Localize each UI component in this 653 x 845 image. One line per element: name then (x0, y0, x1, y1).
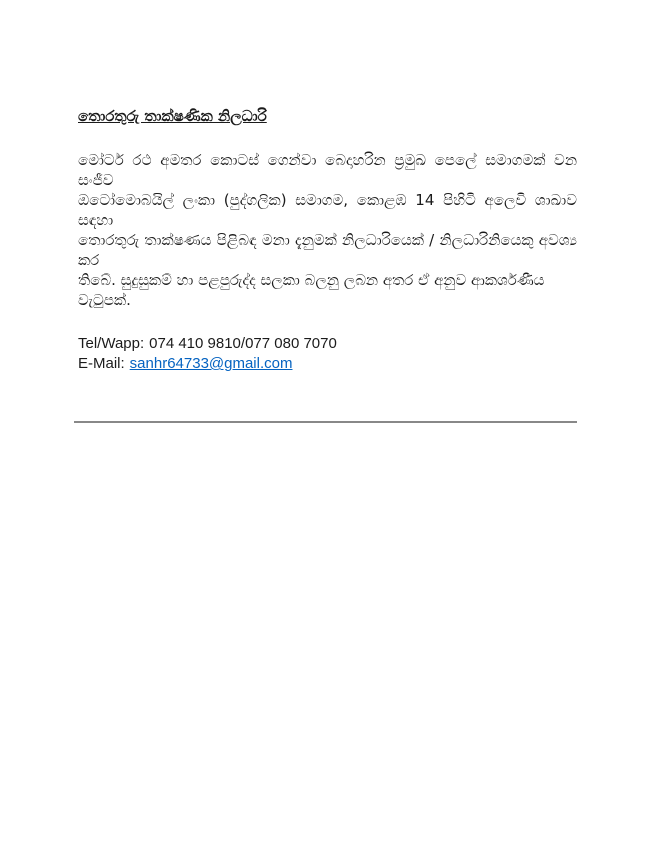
paragraph-line-2: ඔටෝමොබයිල් ලංකා (පුද්ගලික) සමාගම, කොළඹ 14 පිහිටි අලෙවි ශාඛාව සඳහා (78, 191, 577, 229)
tel-label: Tel/Wapp: (78, 335, 145, 352)
contact-block (78, 334, 577, 374)
page-title: තොරතුරු තාක්ෂණික නිලධාරි (78, 107, 267, 125)
email-label: E-Mail: (78, 355, 125, 372)
paragraph-line-4: තිබේ. සුදුසුකම් හා පළපුරුද්ද සලකා බලනු ලබන අතර ඒ අනුව ආකර්ශණීය වැටුපක්. (78, 271, 545, 309)
email-line (78, 354, 577, 374)
tel-numbers: 074 410 9810/077 080 7070 (149, 335, 337, 352)
horizontal-divider (74, 421, 577, 423)
paragraph-line-1: මෝටර් රථ අමතර කොටස් ගෙන්වා බෙදාහරින ප්‍රමුඛ පෙලේ සමාගමක් වන සංජීව (78, 151, 577, 189)
email-link[interactable]: sanhr64733@gmail.com (129, 355, 293, 372)
tel-line (78, 334, 577, 354)
paragraph-line-3: තොරතුරු තාක්ෂණය පිළිබඳ මනා දැනුමක් නිලධාරියෙක් / නිලධාරිනියෙකු අවශ්‍ය කර (78, 231, 577, 269)
body-paragraph (78, 150, 577, 310)
